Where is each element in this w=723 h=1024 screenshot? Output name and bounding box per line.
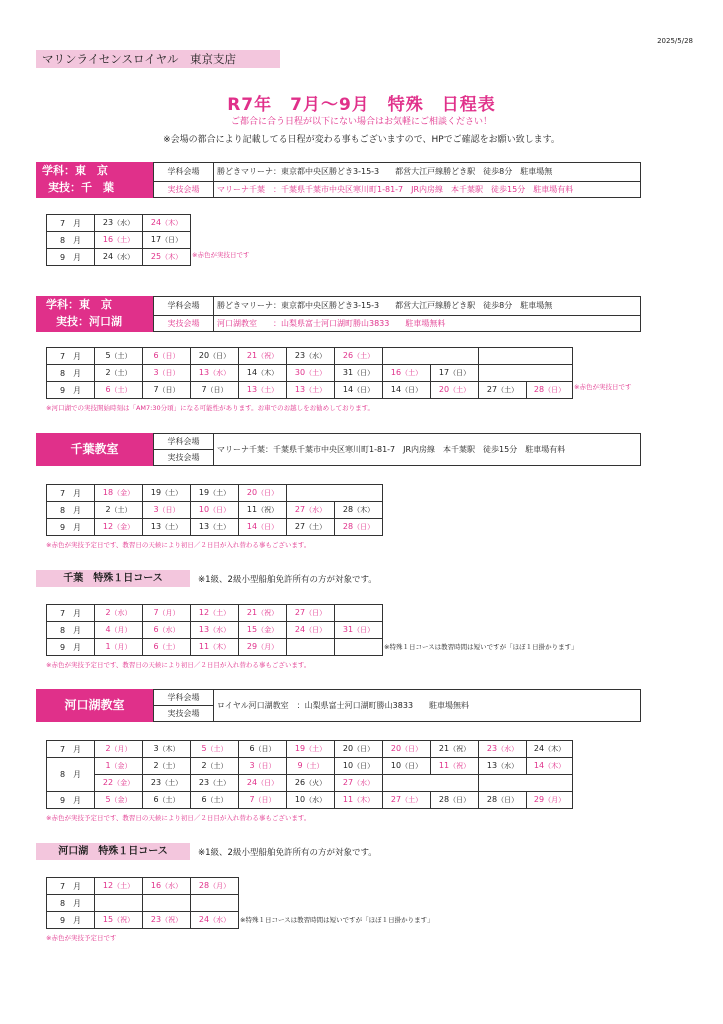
note: ※赤色が実技予定日です、教習日の天候により初日／２日目が入れ替わる事もございます。 xyxy=(46,814,311,822)
date-cell: 16（土） xyxy=(383,365,431,382)
date-cell: 31（日） xyxy=(335,622,383,639)
date-cell: 29（月） xyxy=(527,792,573,809)
date-cell: 20（土） xyxy=(431,382,479,399)
date-cell: 28（日） xyxy=(479,792,527,809)
date-cell: 28（月） xyxy=(191,878,239,895)
date-cell: 6（水） xyxy=(143,622,191,639)
date-cell xyxy=(287,639,335,656)
date-cell: 26（土） xyxy=(335,348,383,365)
date-cell: 27（土） xyxy=(479,382,527,399)
date-cell: 23（祝） xyxy=(143,912,191,929)
venue-header: 実技会場 xyxy=(154,450,214,466)
table-row xyxy=(47,895,239,912)
month-cell: 7 月 xyxy=(47,878,95,895)
date-cell: 24（日） xyxy=(287,622,335,639)
date-cell: 31（日） xyxy=(335,365,383,382)
date-cell: 23（土） xyxy=(143,775,191,792)
date-cell: 6（土） xyxy=(143,639,191,656)
venue-text: マリーナ千葉 ：千葉県千葉市中央区寒川町1-81-7 JR内房線 本千葉駅 徒歩15分 駐車場有料 xyxy=(217,185,574,194)
table-row xyxy=(47,741,573,758)
date-cell: 23（土） xyxy=(191,775,239,792)
venue-header: 学科会場 xyxy=(154,690,214,706)
side-note-text: ※特殊１日コースは教習時間は短いですが「ほぼ１日掛かります」 xyxy=(384,643,578,651)
table-row xyxy=(47,878,239,895)
date-cell: 21（祝） xyxy=(239,605,287,622)
date-cell: 27（土） xyxy=(287,519,335,536)
month-cell: 9 月 xyxy=(47,519,95,536)
month-cell: 8 月 xyxy=(47,502,95,519)
tokyo-chiba-label xyxy=(36,162,153,198)
month-cell: 8 月 xyxy=(47,232,95,249)
table-row xyxy=(47,382,573,399)
label-line: 実技：千 葉 xyxy=(48,181,114,194)
date-cell: 20（日） xyxy=(239,485,287,502)
month-cell: 7 月 xyxy=(47,741,95,758)
table-row xyxy=(47,639,383,656)
schedule-table-chiba xyxy=(46,484,383,536)
kawaguchi-classroom-label: 河口湖教室 xyxy=(36,689,153,722)
date-cell: 11（木） xyxy=(335,792,383,809)
month-cell: 9 月 xyxy=(47,639,95,656)
venue-text: ロイヤル河口湖教室 ：山梨県富士河口湖町勝山3833 駐車場無料 xyxy=(217,701,470,710)
date-cell: 27（日） xyxy=(287,605,335,622)
month-cell: 8 月 xyxy=(47,758,95,792)
date-cell: 19（土） xyxy=(287,741,335,758)
date-cell: 2（水） xyxy=(95,605,143,622)
table-row xyxy=(47,758,573,775)
chiba-classroom-label: 千葉教室 xyxy=(36,433,153,466)
date-cell: 14（木） xyxy=(239,365,287,382)
date-cell: 20（日） xyxy=(335,741,383,758)
date-cell: 3（日） xyxy=(239,758,287,775)
date-cell: 12（土） xyxy=(191,605,239,622)
month-cell: 9 月 xyxy=(47,382,95,399)
date-cell: 11（祝） xyxy=(239,502,287,519)
table-row xyxy=(47,232,191,249)
date-cell: 10（日） xyxy=(383,758,431,775)
month-cell: 7 月 xyxy=(47,348,95,365)
date-cell: 1（月） xyxy=(95,639,143,656)
date-cell: 10（日） xyxy=(335,758,383,775)
side-note xyxy=(240,915,434,924)
table-row xyxy=(47,912,239,929)
date-cell: 28（日） xyxy=(527,382,573,399)
date-cell: 14（日） xyxy=(383,382,431,399)
date-cell: 12（土） xyxy=(95,878,143,895)
date-cell: 13（水） xyxy=(191,365,239,382)
schedule-table-chiba-oneday xyxy=(46,604,383,656)
note: ※赤色が実技日です xyxy=(192,251,250,259)
month-cell: 7 月 xyxy=(47,485,95,502)
page-title: R7年 7月～9月 特殊 日程表 xyxy=(227,95,496,115)
date-cell xyxy=(287,485,383,502)
date-cell: 24（水） xyxy=(191,912,239,929)
date-cell: 28（日） xyxy=(335,519,383,536)
date-cell: 7（日） xyxy=(239,792,287,809)
date-cell: 24（木） xyxy=(527,741,573,758)
venue-box xyxy=(153,162,641,198)
date-cell: 7（月） xyxy=(143,605,191,622)
date-cell xyxy=(479,348,573,365)
date-cell: 21（祝） xyxy=(431,741,479,758)
side-note-text: ※特殊１日コースは教習時間は短いですが「ほぼ１日掛かります」 xyxy=(240,916,434,924)
date-cell: 6（土） xyxy=(95,382,143,399)
venue-header: 実技会場 xyxy=(154,315,214,332)
note: ※河口湖での実技開始時刻は「AM7:30分頃」になる可能性があります。お車でのお越しをお勧めしております。 xyxy=(46,404,375,412)
subtitle: ご都合に合う日程が以下にない場合はお気軽にご相談ください！ xyxy=(230,117,492,127)
kawaguchi-oneday-label: 河口湖 特殊１日コース xyxy=(36,843,190,860)
date-cell: 13（土） xyxy=(143,519,191,536)
date-cell: 11（木） xyxy=(191,639,239,656)
date-cell: 10（日） xyxy=(191,502,239,519)
venue-header: 実技会場 xyxy=(154,181,214,198)
schedule-table-tokyo-kawaguchi xyxy=(46,347,573,399)
month-cell: 7 月 xyxy=(47,605,95,622)
venue-box xyxy=(153,296,641,332)
table-row xyxy=(47,215,191,232)
date-cell: 6（土） xyxy=(143,792,191,809)
date-cell: 13（土） xyxy=(191,519,239,536)
date-cell: 2（土） xyxy=(95,365,143,382)
date-cell: 23（水） xyxy=(287,348,335,365)
date-cell: 14（木） xyxy=(527,758,573,775)
date-cell: 12（金） xyxy=(95,519,143,536)
date-cell: 26（火） xyxy=(287,775,335,792)
date-cell: 15（祝） xyxy=(95,912,143,929)
date-cell: 27（水） xyxy=(335,775,383,792)
schedule-table-kawaguchi-oneday xyxy=(46,877,239,929)
date-cell: 13（水） xyxy=(191,622,239,639)
date-cell: 2（土） xyxy=(191,758,239,775)
venue-box xyxy=(153,433,641,466)
date-cell: 3（木） xyxy=(143,741,191,758)
date-cell: 5（土） xyxy=(95,348,143,365)
month-cell: 8 月 xyxy=(47,622,95,639)
date-cell: 2（土） xyxy=(95,502,143,519)
document-date: 2025/5/28 xyxy=(657,37,693,45)
note: ※赤色が実技予定日です、教習日の天候により初日／２日目が入れ替わる事もございます。 xyxy=(46,661,311,669)
note: ※赤色が実技予定日です xyxy=(46,934,117,942)
date-cell: 29（月） xyxy=(239,639,287,656)
date-cell: 30（土） xyxy=(287,365,335,382)
date-cell: 9（土） xyxy=(287,758,335,775)
requirement: ※1級、2級小型船舶免許所有の方が対象です。 xyxy=(198,575,377,585)
date-cell: 19（土） xyxy=(191,485,239,502)
date-cell: 10（水） xyxy=(287,792,335,809)
date-cell: 25（木） xyxy=(143,249,191,266)
table-row xyxy=(47,485,383,502)
venue-header: 学科会場 xyxy=(154,297,214,315)
date-cell: 15（金） xyxy=(239,622,287,639)
date-cell: 16（水） xyxy=(143,878,191,895)
date-cell: 28（木） xyxy=(335,502,383,519)
date-cell: 2（土） xyxy=(143,758,191,775)
venue-box xyxy=(153,689,641,722)
date-cell xyxy=(335,639,383,656)
label-line: 学科：東 京 xyxy=(42,164,108,177)
date-cell xyxy=(479,365,573,382)
date-cell: 14（日） xyxy=(239,519,287,536)
date-cell: 20（日） xyxy=(191,348,239,365)
month-cell: 8 月 xyxy=(47,365,95,382)
branch-name: マリンライセンスロイヤル 東京支店 xyxy=(36,50,280,68)
table-row xyxy=(47,775,573,792)
venue-header: 学科会場 xyxy=(154,434,214,450)
date-cell: 1（金） xyxy=(95,758,143,775)
date-cell: 3（日） xyxy=(143,365,191,382)
date-cell xyxy=(191,895,239,912)
venue-header: 実技会場 xyxy=(154,706,214,722)
venue-header: 学科会場 xyxy=(154,163,214,181)
date-cell xyxy=(479,775,573,792)
date-cell: 5（金） xyxy=(95,792,143,809)
date-cell: 19（土） xyxy=(143,485,191,502)
date-cell: 18（金） xyxy=(95,485,143,502)
date-cell: 6（土） xyxy=(191,792,239,809)
table-row xyxy=(47,502,383,519)
side-note xyxy=(384,642,578,651)
table-row xyxy=(47,348,573,365)
date-cell: 24（水） xyxy=(95,249,143,266)
table-row xyxy=(47,249,191,266)
date-cell: 22（金） xyxy=(95,775,143,792)
date-cell: 24（日） xyxy=(239,775,287,792)
requirement: ※1級、2級小型船舶免許所有の方が対象です。 xyxy=(198,848,377,858)
date-cell: 16（土） xyxy=(95,232,143,249)
date-cell: 11（祝） xyxy=(431,758,479,775)
date-cell xyxy=(143,895,191,912)
date-cell: 20（日） xyxy=(383,741,431,758)
month-cell: 7 月 xyxy=(47,215,95,232)
schedule-table-kawaguchi xyxy=(46,740,573,809)
date-cell: 2（月） xyxy=(95,741,143,758)
date-cell: 13（土） xyxy=(287,382,335,399)
date-cell xyxy=(95,895,143,912)
note: ※赤色が実技予定日です、教習日の天候により初日／２日目が入れ替わる事もございます。 xyxy=(46,541,311,549)
table-row xyxy=(47,365,573,382)
chiba-oneday-label: 千葉 特殊１日コース xyxy=(36,570,190,587)
label-line: 学科：東 京 xyxy=(46,298,112,311)
date-cell: 5（土） xyxy=(191,741,239,758)
table-row xyxy=(47,519,383,536)
date-cell: 14（日） xyxy=(335,382,383,399)
venue-text: 河口湖教室 ：山梨県富士河口湖町勝山3833 駐車場無料 xyxy=(217,319,446,328)
date-cell: 13（水） xyxy=(479,758,527,775)
date-cell: 23（水） xyxy=(95,215,143,232)
date-cell xyxy=(335,605,383,622)
date-cell: 17（日） xyxy=(431,365,479,382)
date-cell xyxy=(383,775,479,792)
date-cell: 4（月） xyxy=(95,622,143,639)
date-cell: 7（日） xyxy=(143,382,191,399)
date-cell: 3（日） xyxy=(143,502,191,519)
date-cell: 23（水） xyxy=(479,741,527,758)
date-cell: 6（日） xyxy=(239,741,287,758)
label-line: 実技：河口湖 xyxy=(56,315,122,328)
month-cell: 8 月 xyxy=(47,895,95,912)
note: ※赤色が実技日です xyxy=(574,383,632,391)
venue-text: マリーナ千葉：千葉県千葉市中央区寒川町1-81-7 JR内房線 本千葉駅 徒歩15分 駐車場有料 xyxy=(217,445,566,454)
venue-text: 勝どきマリーナ：東京都中央区勝どき3-15-3 都営大江戸線勝どき駅 徒歩8分 駐車場無 xyxy=(217,167,553,176)
table-row xyxy=(47,792,573,809)
month-cell: 9 月 xyxy=(47,912,95,929)
table-row xyxy=(47,622,383,639)
date-cell: 21（祝） xyxy=(239,348,287,365)
venue-text: 勝どきマリーナ：東京都中央区勝どき3-15-3 都営大江戸線勝どき駅 徒歩8分 駐車場無 xyxy=(217,301,553,310)
table-row xyxy=(47,605,383,622)
month-cell: 9 月 xyxy=(47,249,95,266)
date-cell xyxy=(383,348,479,365)
notice: ※会場の都合により記載してる日程が変わる事もございますので、HPでご確認をお願い致します。 xyxy=(163,135,560,145)
date-cell: 7（日） xyxy=(191,382,239,399)
date-cell: 28（日） xyxy=(431,792,479,809)
month-cell: 9 月 xyxy=(47,792,95,809)
date-cell: 27（水） xyxy=(287,502,335,519)
date-cell: 13（土） xyxy=(239,382,287,399)
date-cell: 17（日） xyxy=(143,232,191,249)
date-cell: 24（木） xyxy=(143,215,191,232)
schedule-table-tokyo-chiba xyxy=(46,214,191,266)
date-cell: 27（土） xyxy=(383,792,431,809)
date-cell: 6（日） xyxy=(143,348,191,365)
tokyo-kawaguchi-label xyxy=(36,296,153,332)
